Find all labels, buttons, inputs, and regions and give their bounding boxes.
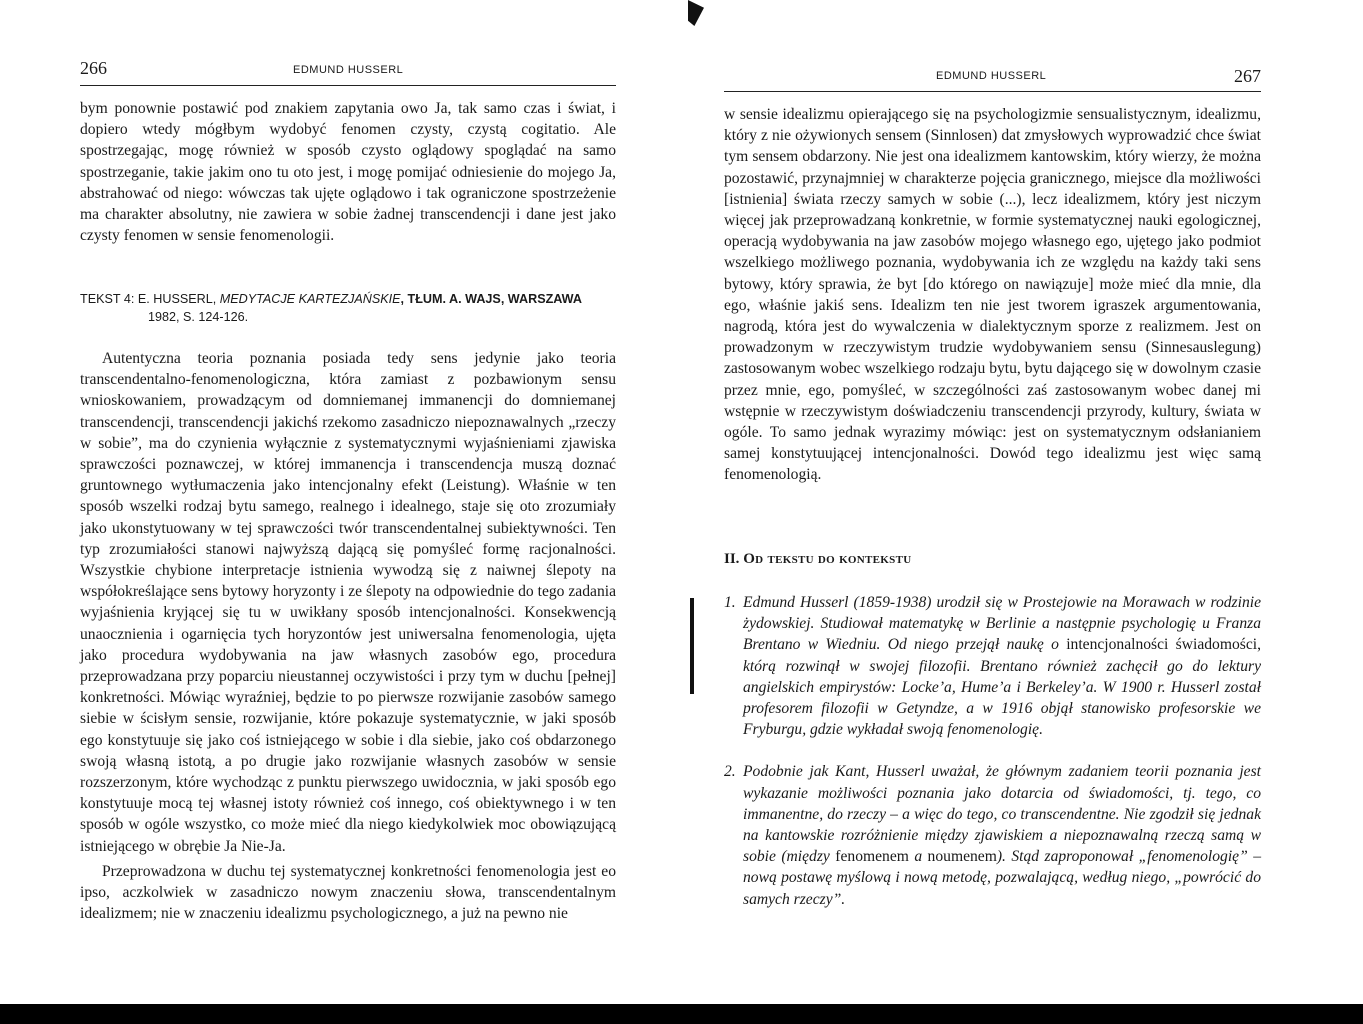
header-rule (724, 91, 1261, 92)
page-number: 267 (1234, 66, 1261, 86)
item-text: którą rozwinął w swojej filozofii. Brentano również zachęcił go do lektury angielskich empirystów: Locke’a, Hume’a i Berkeley’a. W 1900 r. Husserl został profesorem filozofii w Getyndze, a w 1916 objął stanowisko profesorskie we Fryburgu, gdzie wykładał swoją fenomenologię. (743, 657, 1261, 739)
item-text-upright: intencjonalności świadomości, (1066, 636, 1261, 654)
header-rule (80, 85, 616, 86)
gutter-shadow (690, 598, 694, 694)
scan-bottom-bar (0, 1004, 1363, 1024)
source-prefix: TEKST 4: E. HUSSERL, (80, 292, 220, 306)
source-title: MEDYTACJE KARTEZJAŃSKIE (219, 292, 401, 306)
section-title: Od tekstu do kontekstu (743, 551, 912, 567)
body-paragraph-1: Autentyczna teoria poznania posiada tedy sens jedynie jako teoria transcendentalno-fenomenologiczna, która zamiast z pozbawionym sensu wnioskowaniem, prowadzącym od domniemanej immanencji do domniemanej transcendencji, transcendencji jakichś rzekomo zasadniczo niepoznawalnych „rzeczy w sobie”, ma do czynienia wyłącznie z systematycznymi wyjaśnieniami zjawiska sprawczości poznawczej, w której immanencja i transcendencja muszą doznać gruntownego wytłumaczenia jako intencjonalny efekt (Leistung). Właśnie w ten sposób wszelki rodzaj bytu samego, realnego i idealnego, staje się oto zrozumiały jako ukonstytuowany w tej sprawczości twór transcendentalnej subiektywności. Ten typ zrozumiałości stanowi najwyższą dającą się pomyśleć formę racjonalności. Wszystkie chybione interpretacje istnienia wywodzą się z naiwnej ślepoty na współokreślające sens bytowy horyzonty i ze ślepoty na odpowiednie do tego zadania wyjaśnienia kryjącej się tu w uwikłany sposób intencjonalności. Konsekwencją unaocznienia i ogarnięcia tych horyzontów jest uniwersalna fenomenologia, ujęta jako procedura wydobywania na jaw własnych zasobów ego, procedura przeprowadzana przy poparciu nieustannej oczywistości i przy tym w duchu [pełnej] konkretności. Mówiąc wyraźniej, będzie to po pierwsze rozwijanie zasobów samego siebie w ścisłym sensie, rozwijanie, które pokazuje systematycznie, w jaki sposób ego konstytuuje się jako coś istniejącego w sobie i dla siebie, jako coś obdarzonego swoją własną istotą, a po drugie jako rozwijanie własnych zasobów w sensie rozszerzonym, które wychodząc z punktu pierwszego uwidocznia, w jaki sposób ego konstytuuje mocą tej własnej istoty również coś innego, coś obiektywnego i w ten sposób w ogóle wszystko, co może mieć dla niego kiedykolwiek moc obowiązującą istniejącego w obrębie Ja Nie-Ja. (80, 350, 616, 855)
running-head: EDMUND HUSSERL (293, 64, 404, 76)
source-citation (80, 290, 616, 326)
intro-paragraph (80, 98, 616, 246)
source-line2: 1982, S. 124-126. (148, 310, 249, 324)
list-item (724, 592, 1261, 740)
item-number: 1. (724, 594, 736, 611)
item-text: Edmund Husserl (1859-1938) urodził się w Prostejowie na Morawach w rodzinie żydowskiej. Studiował matematykę w Berlinie a następnie psychologię u Franza Brentano w Wiedniu. Od niego przejął naukę o (743, 594, 1261, 654)
scan-corner-mark (688, 0, 704, 26)
intro-text: bym ponownie postawić pod znakiem zapytania owo Ja, tak samo czas i świat, i dopiero wtedy mógłbym wydobyć fenomen czysty, czystą cogitatio. Ale spostrzegając, mogę również w sposób czysto oglądowy spoglądać na samo spostrzeganie, takie jakim ono tu oto jest, i mogę pomijać odniesienie do mojego Ja, abstrahować od niego: wówczas tak ujęte oglądowo i tak ograniczone spostrzeżenie ma charakter absolutny, nie zawiera w sobie żadnej transcendencji i dane jest jako czysty fenomen w sensie fenomenologii. (80, 100, 616, 245)
source-suffix: , TŁUM. A. WAJS, WARSZAWA (400, 292, 582, 306)
item-text: a (908, 848, 928, 866)
section-heading (724, 551, 911, 568)
page-number: 266 (80, 58, 107, 78)
continuation-text: w sensie idealizmu opierającego się na psychologizmie sensualistycznym, idealizmu, który z nie ożywionych sensem (Sinnlosen) dat zmysłowych wyprowadzić chce świat tym sensem obdarzony. Nie jest ona idealizmem kantowskim, który wierzy, że można pozostawić, przynajmniej w charakterze pojęcia granicznego, miejsce dla możliwości [istnienia] świata rzeczy samych w sobie (...), lecz idealizmem, który jest niczym więcej jak przeprowadzaną konkretnie, w formie systematycznej nauki egologicznej, operacją wydobywania na jaw zasobów mojego własnego ego, ujętego jako podmiot wszelkiego możliwego poznania, wydobywania ich ze względu na każdy taki sens bytowy, który sprawia, że byt [do którego on nawiązuje] może mieć dla mnie, dla ego, właśnie jakiś sens. Idealizm ten nie jest tworem igraszek argumentowania, nagrodą, która jest do wywalczenia w dialektycznym sporze z realizmem. Jest on prowadzonym w rzeczywistym trudzie wydobywaniem sensu (Sinnesauslegung) zastosowanym wobec wszelkiego rodzaju bytu, bytu dającego się w dowolnym czasie przez mnie, ego, pomyśleć, w szczególności zaś zastosowanym wobec danej mi wstępnie w rzeczywistym doświadczeniu transcendencji przyrody, kultury, świata w ogóle. To samo jednak wyrazimy mówiąc: jest on systematycznym odsłanianiem samej konstytuującej intencjonalności. Dowód tego idealizmu jest więc samą fenomenologią. (724, 106, 1261, 484)
item-text-upright: fenomenem (835, 848, 909, 866)
item-number: 2. (724, 763, 736, 781)
running-head: EDMUND HUSSERL (936, 70, 1047, 82)
text-body (80, 348, 616, 924)
continuation-paragraph (724, 104, 1261, 486)
list-item (724, 761, 1261, 909)
item-text-upright: noumenem (927, 848, 997, 866)
numbered-list (724, 592, 1261, 931)
item-text: ). Stąd zaproponował „fenomenologię” – nową postawę myślową i nową metodę, pozwalającą, według niego, „powrócić do samych rzeczy”. (743, 848, 1261, 908)
section-numeral: II. (724, 551, 740, 567)
item-text: Podobnie jak Kant, Husserl uważał, że głównym zadaniem teorii poznania jest wykazanie możliwości poznania jako dotarcia od świadomości, tj. tego, co immanentne, do rzeczy – a więc do tego, co transcendentne. Nie zgodził się jednak na kantowskie rozróżnienie między zjawiskiem a niepoznawalną rzeczą samą w sobie (między (743, 763, 1261, 866)
body-paragraph-2: Przeprowadzona w duchu tej systematycznej konkretności fenomenologia jest eo ipso, aczkolwiek w zasadniczo nowym znaczeniu słowa, transcendentalnym idealizmem; nie w znaczeniu idealizmu psychologicznego, a już na pewno nie (80, 862, 616, 923)
